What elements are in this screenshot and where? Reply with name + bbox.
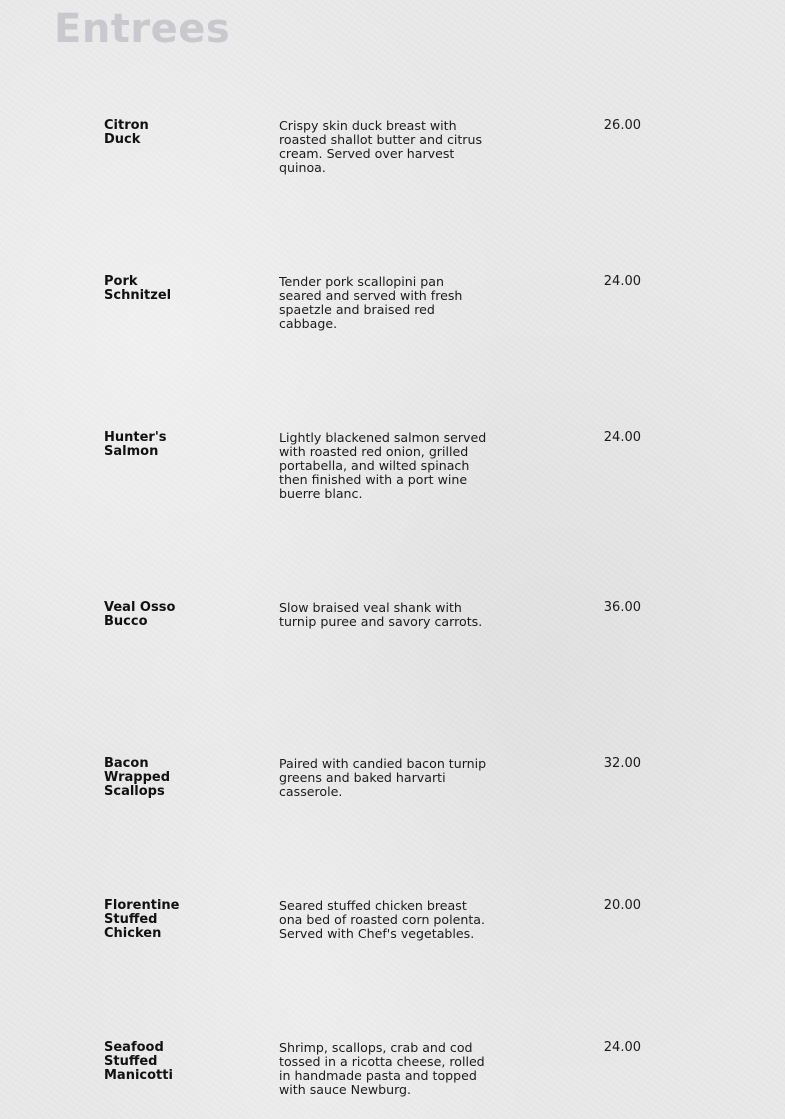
item-price: 24.00 — [603, 1040, 641, 1055]
item-name: Citron Duck — [104, 118, 149, 147]
item-name: Seafood Stuffed Manicotti — [104, 1040, 173, 1083]
item-price: 24.00 — [603, 430, 641, 445]
item-price: 24.00 — [603, 274, 641, 289]
item-description: Tender pork scallopini pan seared and served with fresh spaetzle and braised red cabbage. — [279, 274, 463, 331]
item-description: Slow braised veal shank with turnip puree and savory carrots. — [279, 600, 483, 629]
item-description: Lightly blackened salmon served with roasted red onion, grilled portabella, and wilted spinach then finished with a port wine buerre blanc. — [279, 430, 487, 501]
item-price: 20.00 — [603, 898, 641, 913]
page-title: Entrees — [54, 6, 231, 52]
item-name: Veal Osso Bucco — [104, 600, 176, 629]
item-price: 36.00 — [603, 600, 641, 615]
item-price: 26.00 — [603, 118, 641, 133]
item-price: 32.00 — [603, 756, 641, 771]
item-name: Pork Schnitzel — [104, 274, 172, 303]
item-name: Hunter's Salmon — [104, 430, 167, 459]
item-name: Bacon Wrapped Scallops — [104, 756, 171, 799]
item-description: Paired with candied bacon turnip greens and baked harvarti casserole. — [279, 756, 487, 799]
item-description: Crispy skin duck breast with roasted shallot butter and citrus cream. Served over harvest quinoa. — [279, 118, 483, 175]
item-name: Florentine Stuffed Chicken — [104, 898, 180, 941]
item-description: Shrimp, scallops, crab and cod tossed in a ricotta cheese, rolled in handmade pasta and topped with sauce Newburg. — [279, 1040, 485, 1097]
item-description: Seared stuffed chicken breast ona bed of roasted corn polenta. Served with Chef's vegetables. — [279, 898, 486, 941]
